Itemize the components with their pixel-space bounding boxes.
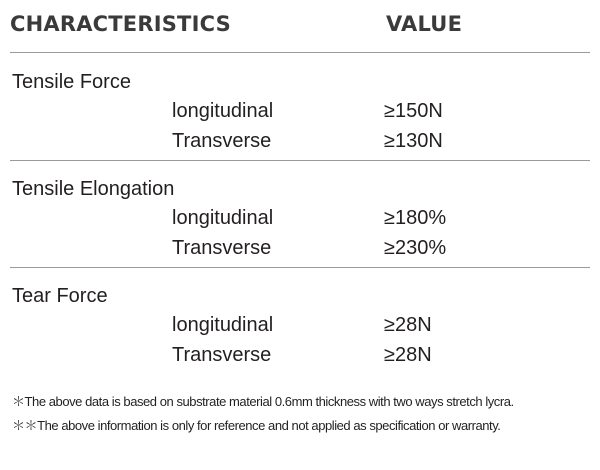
- row-label-tear-force-longitudinal: longitudinal: [172, 314, 274, 336]
- characteristics-column-header: CHARACTERISTICS: [10, 12, 231, 36]
- row-value-tensile-force-transverse: ≥130N: [384, 130, 443, 152]
- row-label-tensile-force-longitudinal: longitudinal: [172, 100, 274, 122]
- group-title-tensile-force: Tensile Force: [12, 71, 131, 93]
- row-value-tensile-elongation-transverse: ≥230%: [384, 237, 447, 259]
- group-title-tear-force: Tear Force: [12, 285, 108, 307]
- header-divider: [10, 52, 590, 53]
- row-label-tensile-elongation-transverse: Transverse: [172, 237, 272, 259]
- row-label-tear-force-transverse: Transverse: [172, 344, 272, 366]
- group-title-tensile-elongation: Tensile Elongation: [12, 178, 175, 200]
- row-value-tear-force-longitudinal: ≥28N: [384, 314, 432, 336]
- group-divider: [10, 267, 590, 268]
- footnote-disclaimer: ＊＊The above information is only for reference and not applied as specification or warranty.: [12, 418, 501, 433]
- footnote-substrate: ＊The above data is based on substrate material 0.6mm thickness with two ways stretch lycra.: [12, 394, 514, 409]
- row-value-tear-force-transverse: ≥28N: [384, 344, 432, 366]
- row-label-tensile-elongation-longitudinal: longitudinal: [172, 207, 274, 229]
- row-value-tensile-force-longitudinal: ≥150N: [384, 100, 443, 122]
- group-divider: [10, 160, 590, 161]
- row-label-tensile-force-transverse: Transverse: [172, 130, 272, 152]
- table-header: [0, 0, 600, 50]
- row-value-tensile-elongation-longitudinal: ≥180%: [384, 207, 447, 229]
- value-column-header: VALUE: [386, 12, 463, 36]
